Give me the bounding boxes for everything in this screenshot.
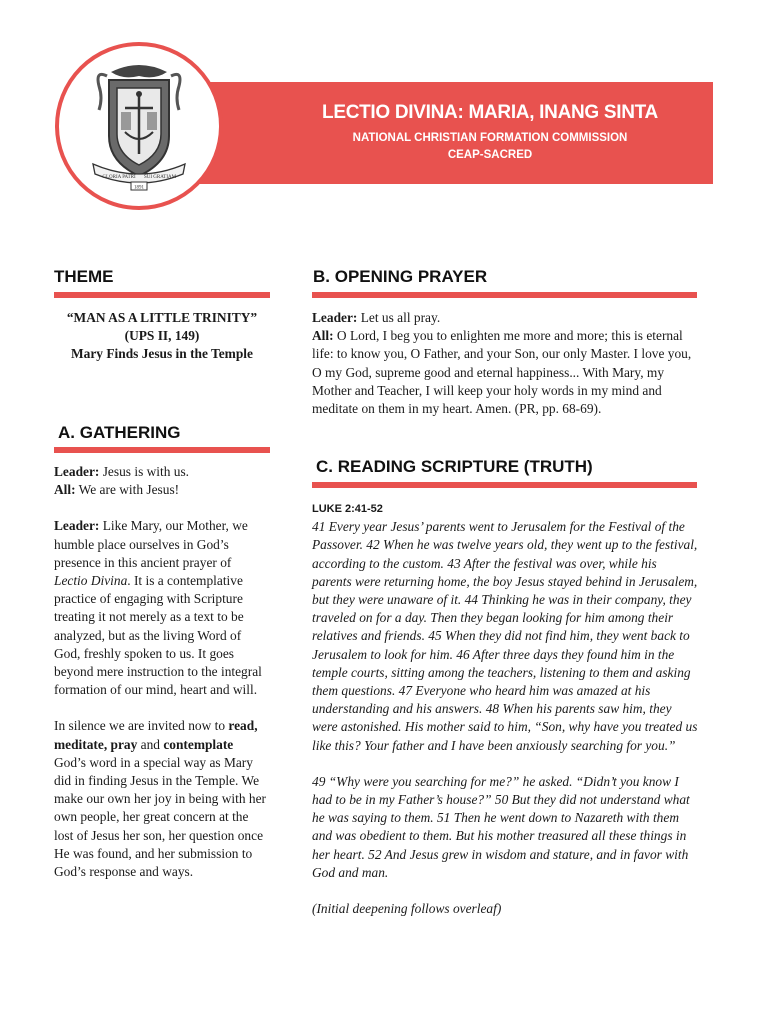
opening-prayer-rule	[312, 292, 697, 298]
document-subtitle-commission: NATIONAL CHRISTIAN FORMATION COMMISSION	[352, 132, 628, 144]
intro-text-b: . It is a contemplative practice of engaging with Scripture treating it not merely as a text to be analyzed, but as the living Word of God, freshly spoken to us. It goes beyond mere instruction to the integral formation of our mind, heart and will.	[54, 573, 262, 698]
leader-text: Jesus is with us.	[99, 464, 190, 479]
scripture-passage-2: 49 “Why were you searching for me?” he asked. “Didn’t you know I had to be in my Father’s house?” 50 But they did not understand what he was saying to them. 51 Then he went down to Nazareth with them and was obedient to them. But his mother treasured all these things in her heart. 52 And Jesus grew in wisdom and stature, and in favor with God and man.	[312, 773, 690, 880]
document-title: LECTIO DIVINA: MARIA, INANG SINTA	[322, 102, 658, 123]
leader-label: Leader:	[54, 518, 100, 534]
gathering-intro-paragraph	[54, 517, 266, 699]
all-text: We are with Jesus!	[75, 482, 180, 498]
gathering-rule	[54, 447, 270, 453]
seal-motto-right: SUI GRATIAM	[143, 175, 177, 180]
gathering-heading: A. GATHERING	[58, 423, 181, 442]
seal-number: 1891	[134, 185, 144, 191]
reading-rule	[312, 482, 697, 488]
gathering-leader-line	[54, 463, 266, 481]
header-banner	[180, 82, 713, 184]
leader-text: Let us all pray.	[357, 310, 441, 325]
lectio-divina-term: Lectio Divina	[54, 573, 128, 589]
reading-body	[312, 500, 698, 918]
silence-text-c: God’s word in a special way as Mary did in finding Jesus in the Temple. We make our own her joy in being with her own people, her great concern at the lost of Jesus her son, her question once He was found, and her submission to God’s response and ways.	[54, 754, 266, 880]
theme-line-3: Mary Finds Jesus in the Temple	[71, 346, 253, 362]
gathering-silence-paragraph	[54, 717, 266, 881]
all-label: All:	[54, 482, 76, 498]
seal-motto-left: GLORIA PATRI	[102, 175, 136, 180]
crest-icon	[59, 46, 219, 206]
theme-heading: THEME	[54, 267, 114, 286]
all-text: O Lord, I beg you to enlighten me more and more; this is eternal life: to know you, O Father, and your Son, our only Master. I love you, O my God, supreme good and eternal happiness... With Mary, my Mother and Teacher, I will keep your holy words in my mind and meditate on them in my heart. Amen. (PR, pp. 68-69).	[312, 328, 692, 417]
theme-line-2: (UPS II, 149)	[124, 328, 200, 344]
prayer-all-line	[312, 327, 696, 418]
theme-line-1: “MAN AS A LITTLE TRINITY”	[66, 310, 258, 325]
leader-label: Leader:	[54, 464, 100, 479]
silence-bold-2: contemplate	[163, 736, 234, 752]
silence-bold-1: read, meditate, pray	[54, 718, 258, 752]
all-label: All:	[312, 328, 334, 344]
prayer-leader-line	[312, 309, 696, 327]
theme-rule	[54, 292, 270, 298]
silence-text-b: and	[137, 736, 164, 752]
leader-label: Leader:	[312, 310, 358, 325]
seal-logo	[55, 42, 223, 210]
gathering-all-line	[54, 481, 266, 499]
intro-text-a: Like Mary, our Mother, we humble place ourselves in God’s presence in this ancient prayer of	[54, 518, 248, 570]
overleaf-note: (Initial deepening follows overleaf)	[312, 901, 502, 917]
reading-heading: C. READING SCRIPTURE (TRUTH)	[316, 457, 593, 476]
gathering-body	[54, 463, 266, 881]
opening-prayer-body	[312, 309, 696, 418]
opening-prayer-heading: B. OPENING PRAYER	[313, 267, 488, 286]
silence-text-a: In silence we are invited now to	[54, 718, 229, 734]
theme-block	[54, 309, 270, 364]
scripture-passage-1: 41 Every year Jesus’ parents went to Jerusalem for the Festival of the Passover. 42 When he was twelve years old, they went up to the festival, according to the custom. 43 After the festival was over, while his parents were returning home, the boy Jesus stayed behind in Jerusalem, but they were unaware of it. 44 Thinking he was in their company, they traveled on for a day. Then they began looking for him among their relatives and friends. 45 When they did not find him, they went back to Jerusalem to look for him. 46 After three days they found him in the temple courts, sitting among the teachers, listening to them and asking them questions. 47 Everyone who heard him was amazed at his understanding and his answers. 48 When his parents saw him, they were astonished. His mother said to him, “Son, why have you treated us like this? Your father and I have been anxiously searching for you.”	[312, 519, 698, 753]
scripture-reference: LUKE 2:41-52	[312, 503, 383, 515]
document-subtitle-org: CEAP-SACRED	[447, 149, 533, 161]
